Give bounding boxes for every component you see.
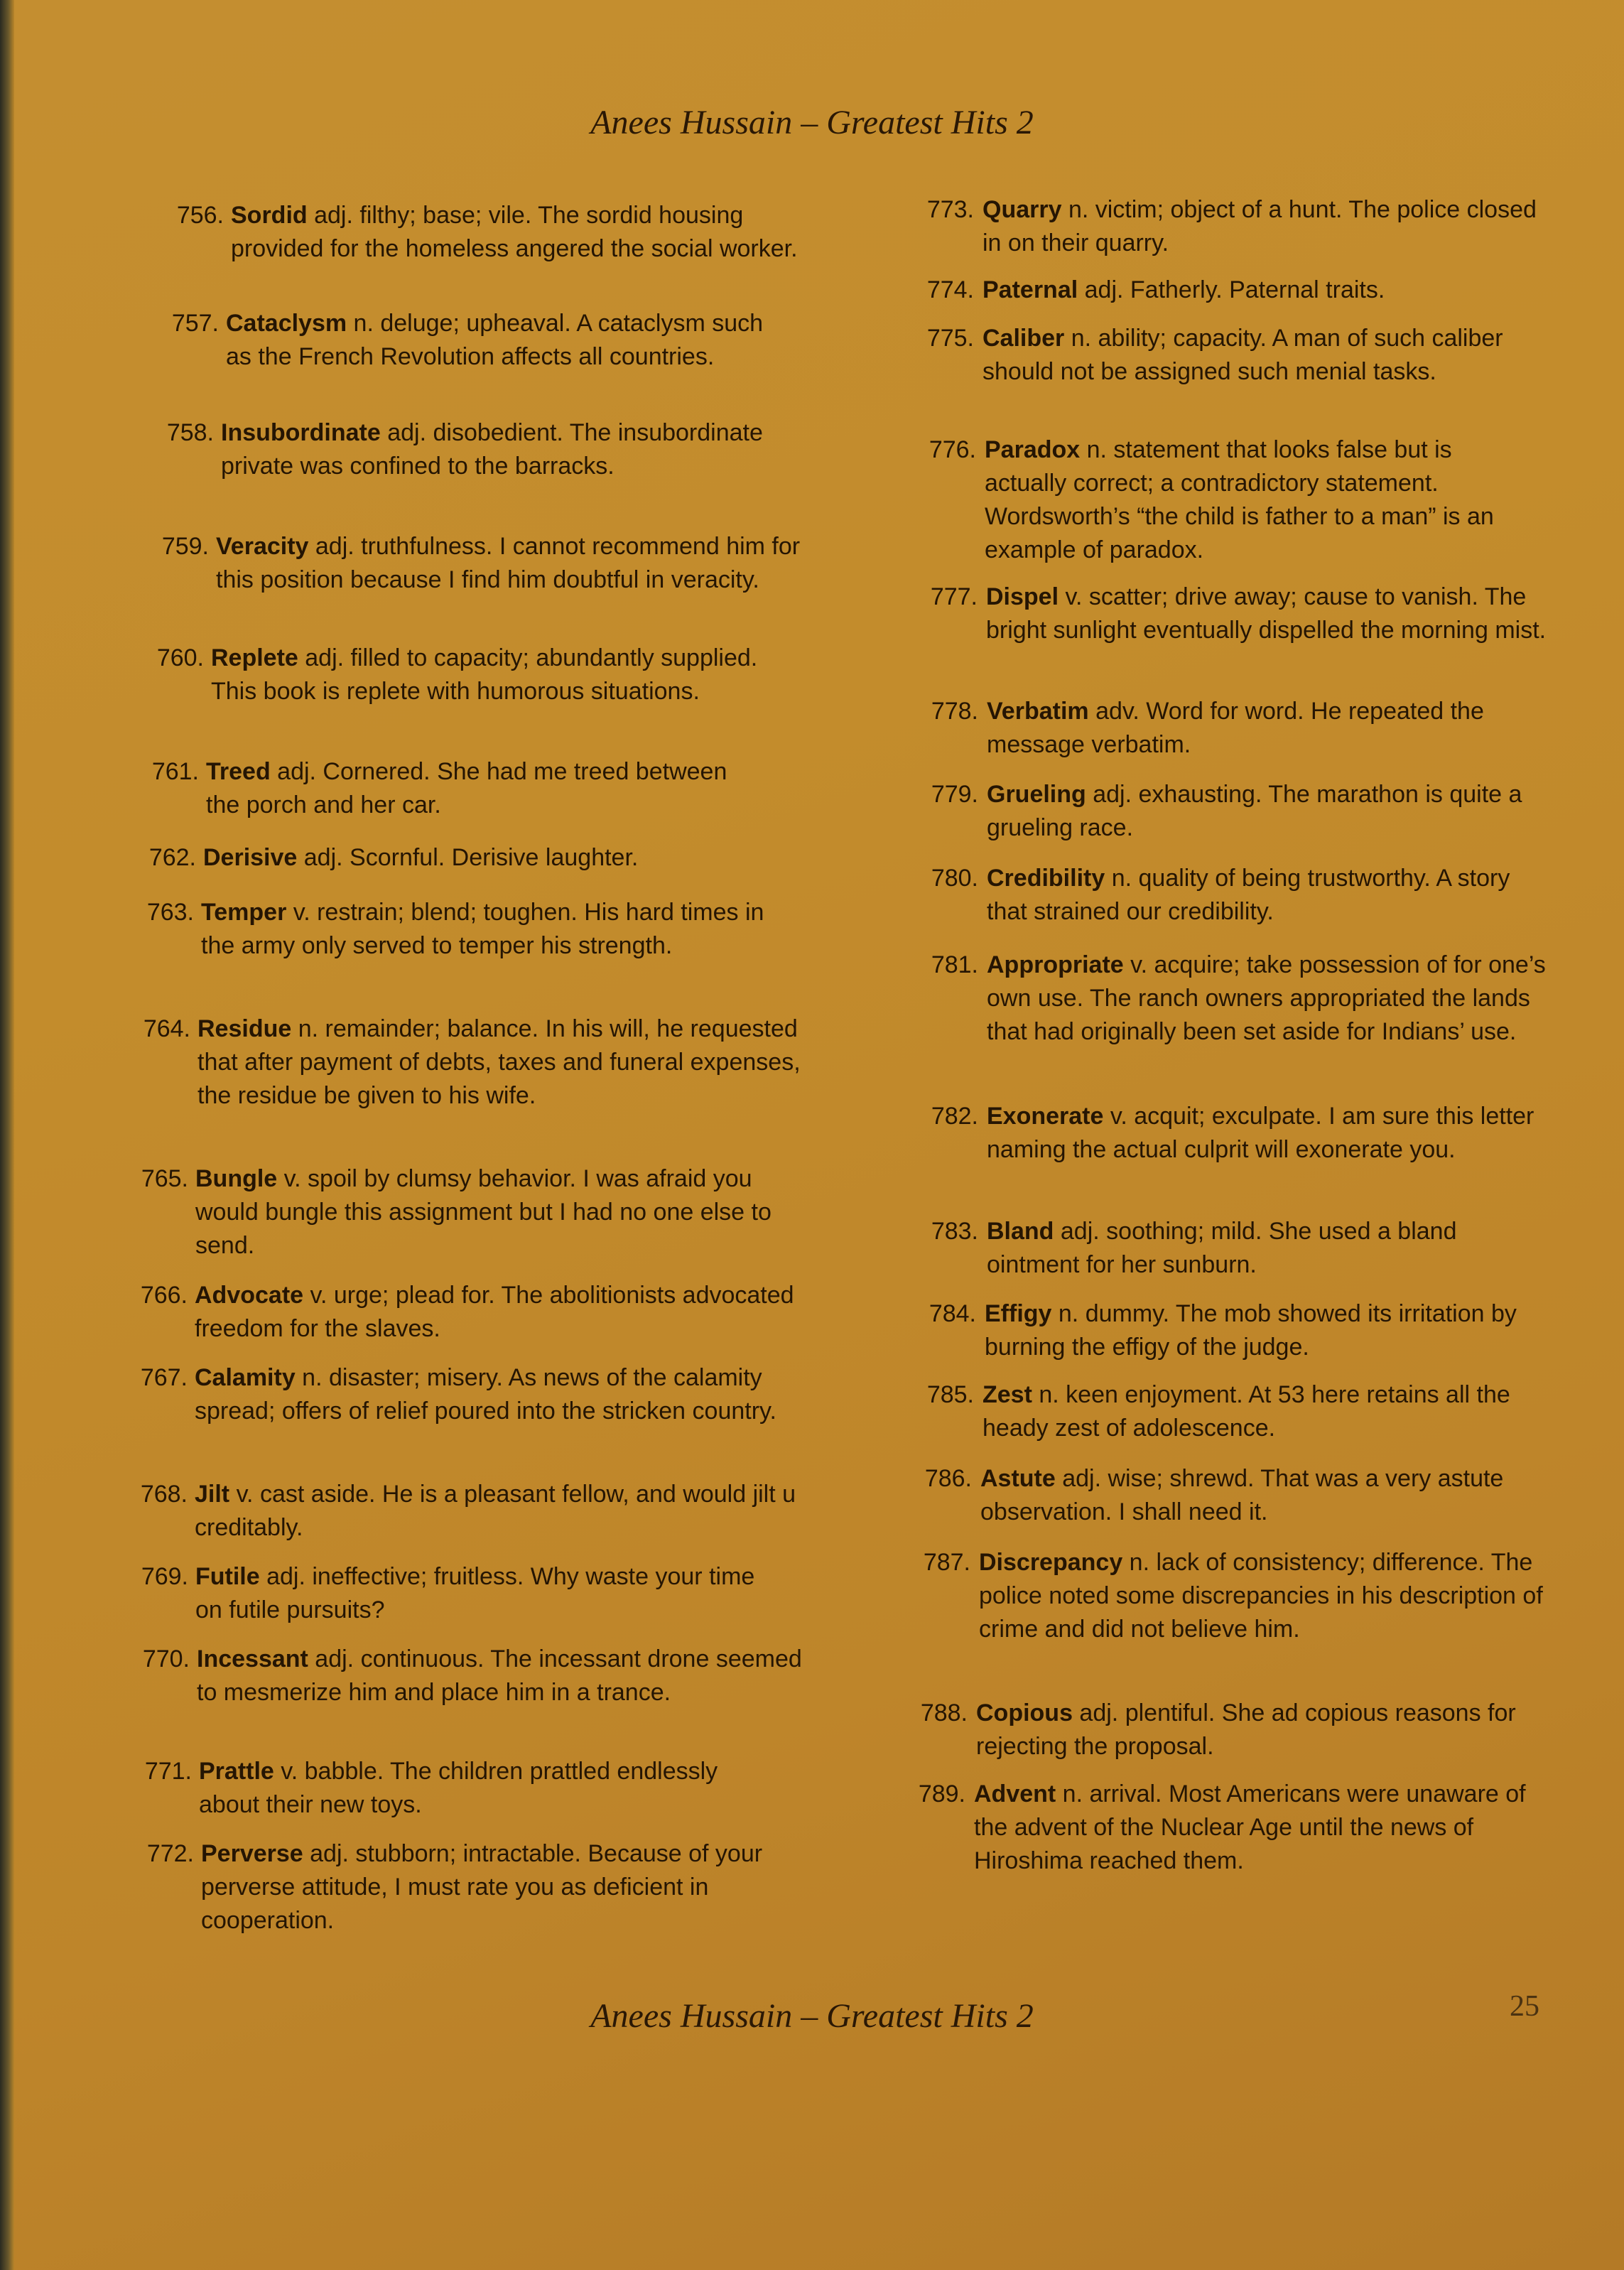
entry-number: 787.: [923, 1549, 970, 1576]
entry-number: 759.: [161, 533, 209, 560]
entry-number: 774.: [926, 276, 974, 303]
entry-definition: v. acquire; take possession of for one’s own use. The ranch owners appropriated the lands that had originally been set aside for Indians’ use.: [987, 951, 1546, 1045]
entry-word: Perverse: [201, 1840, 303, 1867]
entry-760: [156, 642, 779, 708]
entry-764: [143, 1012, 808, 1113]
entry-definition: adj. filled to capacity; abundantly supplied. This book is replete with humorous situations.: [211, 644, 758, 705]
entry-number: 763.: [146, 899, 194, 926]
entry-766: [140, 1279, 806, 1346]
entry-definition: adj. ineffective; fruitless. Why waste your time on futile pursuits?: [195, 1563, 755, 1623]
entry-number: 779.: [931, 781, 978, 808]
entry-number: 777.: [930, 583, 978, 610]
entry-770: [142, 1643, 808, 1709]
entry-782: [931, 1100, 1576, 1167]
entry-number: 767.: [140, 1364, 188, 1391]
entry-word: Cataclysm: [226, 310, 347, 337]
entry-definition: n. quality of being trustworthy. A story that strained our credibility.: [987, 865, 1510, 925]
entry-definition: n. remainder; balance. In his will, he requested that after payment of debts, taxes and funeral expenses, the residue be given to his wife.: [197, 1015, 801, 1109]
entry-number: 769.: [141, 1563, 188, 1590]
entry-definition: v. spoil by clumsy behavior. I was afraid you would bungle this assignment but I had no one else to send.: [195, 1165, 772, 1259]
entry-definition: v. acquit; exculpate. I am sure this letter naming the actual culprit will exonerate you.: [987, 1103, 1534, 1163]
entry-definition: n. arrival. Most Americans were unaware of the advent of the Nuclear Age until the news of Hiroshima reached them.: [974, 1780, 1526, 1874]
entry-definition: adj. Scornful. Derisive laughter.: [297, 844, 639, 871]
entry-word: Futile: [195, 1563, 260, 1590]
entry-definition: n. disaster; misery. As news of the calamity spread; offers of relief poured into the stricken country.: [195, 1364, 776, 1425]
entry-word: Veracity: [216, 533, 309, 560]
page-edge: [0, 0, 14, 2270]
entry-780: [931, 862, 1555, 929]
entry-771: [144, 1755, 753, 1822]
entry-word: Grueling: [987, 781, 1086, 808]
entry-word: Calamity: [195, 1364, 296, 1391]
entry-775: [926, 322, 1537, 389]
entry-definition: adj. soothing; mild. She used a bland ointment for her sunburn.: [987, 1218, 1457, 1278]
entry-word: Treed: [206, 758, 271, 785]
entry-word: Credibility: [987, 865, 1105, 892]
entry-definition: n. lack of consistency; difference. The police noted some discrepancies in his description of crime and did not believe him.: [979, 1549, 1543, 1643]
entry-word: Incessant: [197, 1645, 308, 1672]
entry-786: [924, 1462, 1520, 1529]
entry-769: [141, 1560, 764, 1627]
entry-785: [926, 1378, 1565, 1445]
entry-word: Zest: [982, 1381, 1032, 1408]
entry-number: 785.: [926, 1381, 974, 1408]
entry-definition: adv. Word for word. He repeated the message verbatim.: [987, 698, 1484, 758]
entry-definition: v. cast aside. He is a pleasant fellow, and would jilt u creditably.: [195, 1481, 796, 1541]
entry-758: [166, 416, 768, 483]
entry-definition: adj. disobedient. The insubordinate private was confined to the barracks.: [221, 419, 763, 480]
entry-word: Astute: [980, 1465, 1056, 1492]
entry-definition: adj. plentiful. She ad copious reasons for rejecting the proposal.: [976, 1699, 1516, 1760]
entry-word: Quarry: [982, 196, 1062, 223]
entry-word: Appropriate: [987, 951, 1124, 978]
entry-definition: n. ability; capacity. A man of such caliber should not be assigned such menial tasks.: [982, 325, 1503, 385]
entry-777: [930, 580, 1569, 647]
entry-772: [146, 1837, 769, 1937]
entry-number: 776.: [929, 436, 976, 463]
entry-759: [161, 530, 813, 597]
entry-757: [171, 307, 773, 374]
entry-number: 781.: [931, 951, 978, 978]
entry-number: 761.: [151, 758, 199, 785]
entry-definition: adj. Fatherly. Paternal traits.: [1078, 276, 1385, 303]
entry-word: Temper: [201, 899, 287, 926]
entry-word: Effigy: [985, 1300, 1052, 1327]
entry-word: Bland: [987, 1218, 1054, 1245]
entry-763: [146, 896, 791, 963]
entry-789: [918, 1778, 1542, 1878]
entry-number: 784.: [929, 1300, 976, 1327]
entry-definition: n. victim; object of a hunt. The police closed in on their quarry.: [982, 196, 1537, 256]
entry-784: [929, 1297, 1567, 1364]
entry-number: 772.: [146, 1840, 194, 1867]
entry-definition: n. statement that looks false but is actually correct; a contradictory statement. Wordsworth’s “the child is father to a man” is an example of paradox.: [985, 436, 1494, 563]
entry-definition: v. restrain; blend; toughen. His hard times in the army only served to temper his strength.: [201, 899, 764, 959]
entry-number: 765.: [141, 1165, 188, 1192]
entry-779: [931, 778, 1527, 845]
entry-number: 782.: [931, 1103, 978, 1130]
entry-word: Residue: [197, 1015, 292, 1042]
entry-word: Caliber: [982, 325, 1065, 352]
entry-number: 775.: [926, 325, 974, 352]
entry-definition: adj. filthy; base; vile. The sordid housing provided for the homeless angered the social worker.: [231, 202, 798, 262]
entry-word: Dispel: [986, 583, 1059, 610]
entry-definition: adj. wise; shrewd. That was a very astute observation. I shall need it.: [980, 1465, 1504, 1525]
entry-781: [931, 948, 1569, 1049]
entry-word: Discrepancy: [979, 1549, 1123, 1576]
entry-768: [140, 1478, 799, 1545]
entry-788: [920, 1697, 1559, 1763]
entry-word: Replete: [211, 644, 298, 671]
entry-767: [140, 1361, 806, 1428]
entry-number: 766.: [140, 1282, 188, 1309]
entry-756: [176, 199, 813, 266]
entry-word: Derisive: [203, 844, 298, 871]
entry-word: Prattle: [199, 1758, 274, 1785]
entry-number: 773.: [926, 196, 974, 223]
entry-word: Advent: [974, 1780, 1056, 1807]
entry-765: [141, 1162, 806, 1263]
entry-word: Sordid: [231, 202, 308, 229]
entry-definition: n. deluge; upheaval. A cataclysm such as the French Revolution affects all countries.: [226, 310, 764, 370]
entry-word: Verbatim: [987, 698, 1089, 725]
entry-number: 756.: [176, 202, 224, 229]
entry-definition: v. scatter; drive away; cause to vanish. The bright sunlight eventually dispelled the morning mist.: [986, 583, 1547, 644]
entry-number: 764.: [143, 1015, 190, 1042]
entry-number: 762.: [148, 844, 196, 871]
entry-definition: v. urge; plead for. The abolitionists advocated freedom for the slaves.: [195, 1282, 794, 1342]
entry-778: [931, 695, 1541, 762]
entry-definition: adj. stubborn; intractable. Because of your perverse attitude, I must rate you as deficient in cooperation.: [201, 1840, 763, 1934]
entry-definition: n. keen enjoyment. At 53 here retains all the heady zest of adolescence.: [982, 1381, 1510, 1442]
entry-number: 768.: [140, 1481, 188, 1508]
entry-number: 789.: [918, 1780, 965, 1807]
entry-number: 771.: [144, 1758, 192, 1785]
entry-definition: v. babble. The children prattled endlessly about their new toys.: [199, 1758, 718, 1818]
entry-number: 757.: [171, 310, 219, 337]
entry-number: 758.: [166, 419, 214, 446]
entry-word: Jilt: [195, 1481, 230, 1508]
entry-776: [929, 433, 1539, 567]
running-footer: Anees Hussain – Greatest Hits 2: [590, 1997, 1034, 2035]
entry-number: 778.: [931, 698, 978, 725]
entry-number: 788.: [920, 1699, 968, 1726]
entry-word: Paternal: [982, 276, 1078, 303]
entry-number: 760.: [156, 644, 204, 671]
entry-word: Copious: [976, 1699, 1073, 1726]
entry-774: [926, 274, 1551, 307]
entry-number: 786.: [924, 1465, 972, 1492]
entry-word: Bungle: [195, 1165, 278, 1192]
entry-word: Paradox: [985, 436, 1081, 463]
entry-word: Exonerate: [987, 1103, 1104, 1130]
entry-761: [151, 755, 739, 822]
entry-word: Insubordinate: [221, 419, 381, 446]
page-number: 25: [1510, 1990, 1539, 2023]
entry-definition: n. dummy. The mob showed its irritation by burning the effigy of the judge.: [985, 1300, 1517, 1361]
entry-783: [931, 1215, 1555, 1282]
entry-definition: adj. Cornered. She had me treed between the porch and her car.: [206, 758, 727, 818]
entry-787: [923, 1546, 1569, 1646]
entry-definition: adj. truthfulness. I cannot recommend him for this position because I find him doubtful in veracity.: [216, 533, 801, 593]
running-header: Anees Hussain – Greatest Hits 2: [590, 104, 1034, 141]
entry-number: 770.: [142, 1645, 190, 1672]
entry-number: 780.: [931, 865, 978, 892]
entry-definition: adj. continuous. The incessant drone seemed to mesmerize him and place him in a trance.: [197, 1645, 802, 1706]
entry-number: 783.: [931, 1218, 978, 1245]
entry-definition: adj. exhausting. The marathon is quite a grueling race.: [987, 781, 1522, 841]
entry-word: Advocate: [195, 1282, 304, 1309]
entry-762: [148, 841, 807, 875]
entry-773: [926, 193, 1551, 260]
